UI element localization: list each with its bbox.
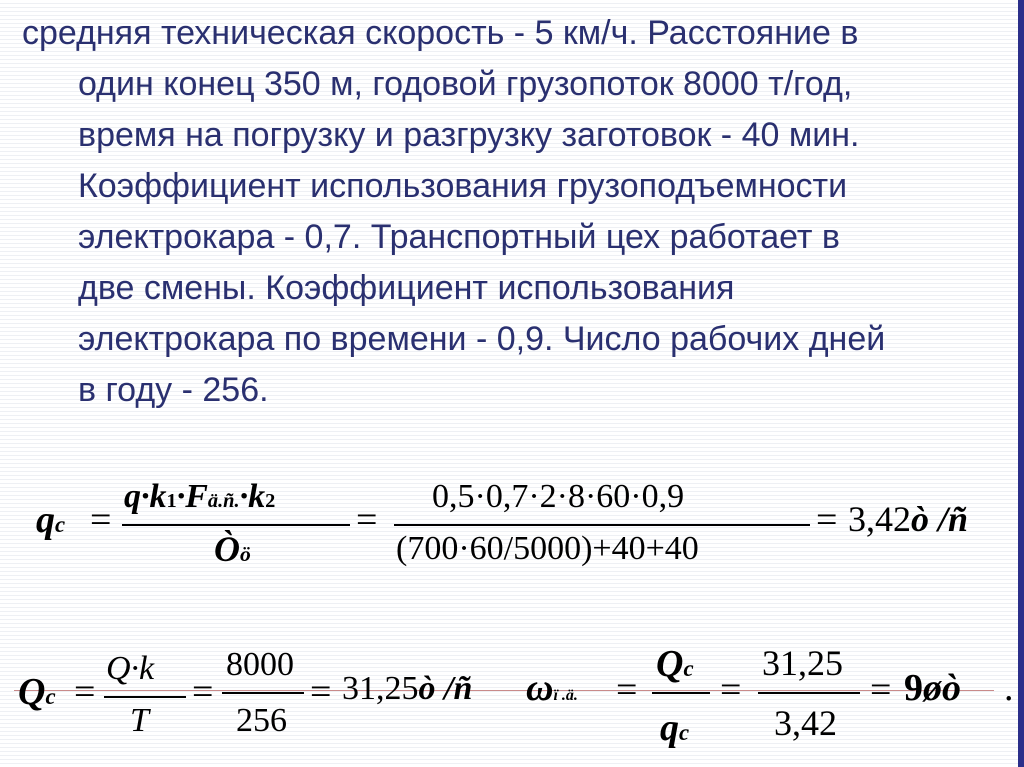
f3-numerator: Qc — [656, 643, 694, 685]
f3-result: 9øò — [904, 667, 961, 709]
f1-eq2: = — [356, 499, 378, 541]
f3-lhs: ωï .ä. — [526, 667, 578, 709]
f2-eq2: = — [192, 671, 214, 713]
f2-result: 31,25ò /ñ — [342, 670, 473, 707]
f2-frac-line-1 — [104, 696, 186, 698]
f2-num-val: 8000 — [226, 646, 294, 683]
red-guide-line — [14, 690, 994, 691]
f1-denominator-values: (700·60/5000)+40+40 — [396, 530, 699, 567]
f1-lhs: qc — [36, 499, 66, 541]
f1-eq1: = — [90, 499, 112, 541]
problem-text — [22, 8, 1002, 416]
f1-result: 3,42ò /ñ — [848, 499, 969, 539]
f1-frac-line-1 — [122, 524, 350, 526]
f2-frac-line-2 — [222, 692, 304, 694]
text-line-1 — [22, 8, 1002, 59]
f1-numerator: q·k1·Fä.ñ.·k2 — [124, 478, 276, 515]
text-line-1-content: средняя техническая скорость - 5 км/ч. Расстояние в — [22, 14, 859, 52]
text-line-8: в году - 256. — [78, 371, 269, 409]
f1-eq3: = — [816, 499, 838, 541]
text-line-4: Коэффициент использования грузоподъемности — [78, 167, 848, 205]
f3-num-val: 31,25 — [762, 643, 843, 683]
text-line-2: один конец 350 м, годовой грузопоток 8000 т/год, — [78, 65, 853, 103]
f3-eq2: = — [720, 669, 742, 711]
f3-den-val: 3,42 — [774, 703, 837, 743]
f2-den-val: 256 — [236, 702, 287, 739]
text-line-3: время на погрузку и разгрузку заготовок - 40 мин. — [78, 116, 860, 154]
f2-eq3: = — [310, 671, 332, 713]
f1-frac-line-2 — [394, 524, 810, 526]
f3-eq1: = — [616, 669, 638, 711]
f3-frac-line-2 — [758, 692, 860, 694]
text-line-5: электрокара - 0,7. Транспортный цех работает в — [78, 218, 840, 256]
f2-denominator: T — [130, 702, 149, 739]
f3-frac-line-1 — [652, 692, 710, 694]
f1-denominator: Òö — [214, 529, 251, 569]
f3-end-dot: . — [1004, 667, 1014, 709]
f3-eq3: = — [870, 669, 892, 711]
f2-numerator: Q·k — [106, 650, 155, 687]
f3-denominator: qc — [660, 707, 690, 749]
f2-eq1: = — [74, 671, 96, 713]
text-line-7: электрокара по времени - 0,9. Число рабочих дней — [78, 320, 886, 358]
f1-numerator-values: 0,5·0,7·2·8·60·0,9 — [432, 478, 685, 515]
slide-right-border — [1018, 0, 1024, 767]
text-line-6: две смены. Коэффициент использования — [78, 269, 735, 307]
f2-lhs: Qc — [18, 671, 56, 713]
